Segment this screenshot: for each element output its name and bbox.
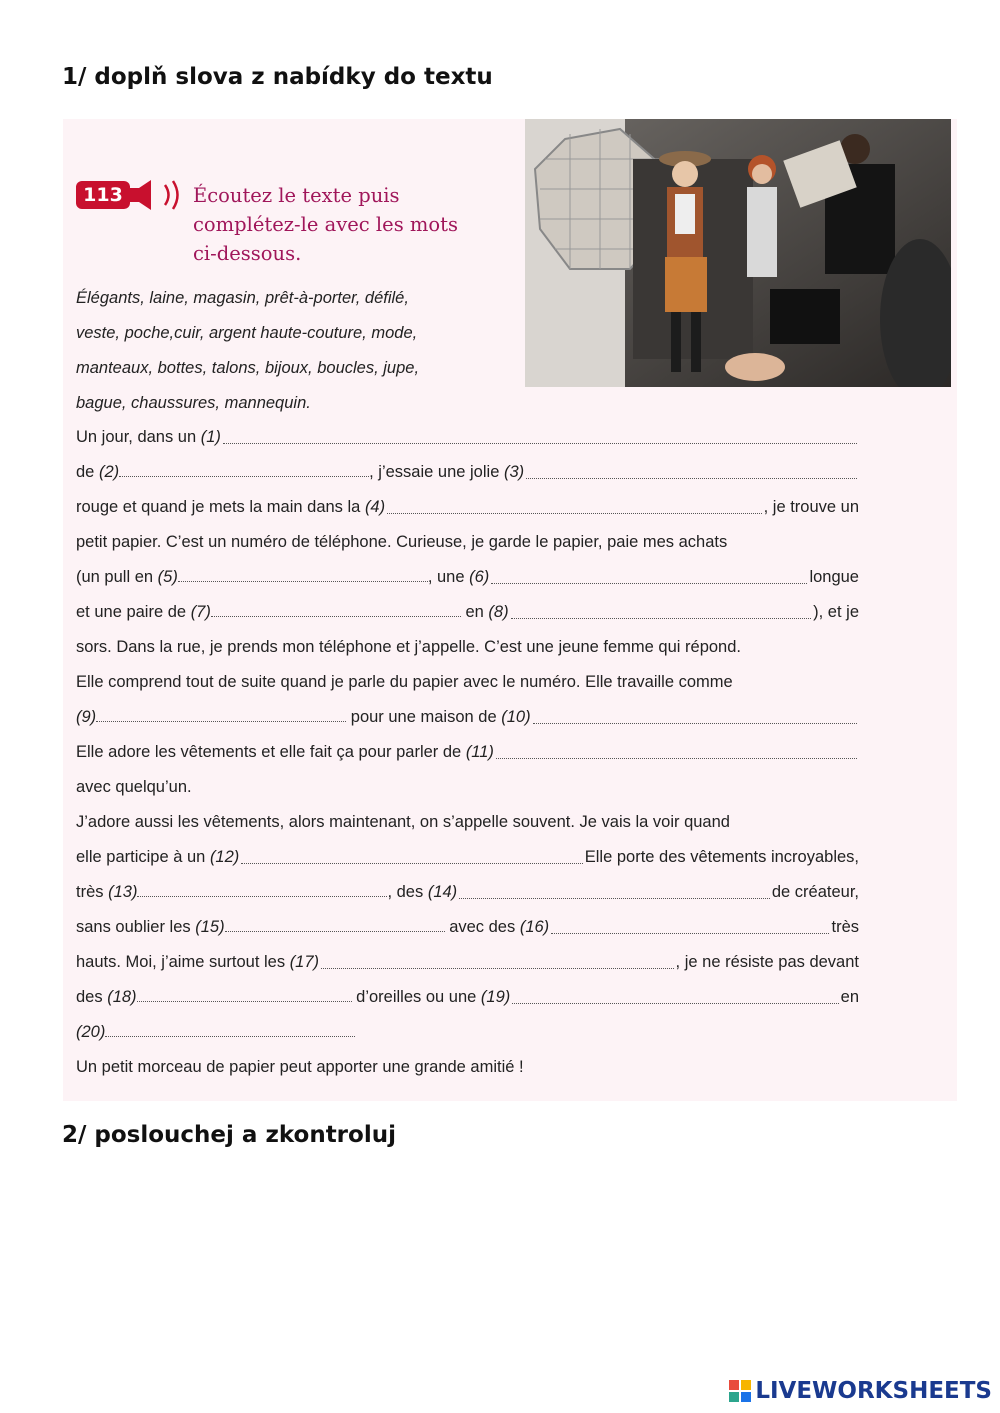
gap-number: (4) — [364, 498, 386, 516]
text-fragment: Elle comprend tout de suite quand je parle du papier avec le numéro. Elle travaille comme — [76, 673, 733, 691]
text-fragment: avec quelqu’un. — [76, 778, 192, 796]
word-bank-line: bague, chaussures, mannequin. — [76, 394, 311, 412]
text-line — [76, 455, 859, 490]
text-fragment: , je ne résiste pas devant — [675, 953, 859, 971]
speaker-icon[interactable] — [129, 177, 187, 218]
gap-number: (13) — [108, 883, 138, 901]
text-line — [76, 770, 859, 805]
text-fragment: , des — [387, 883, 424, 901]
word-bank — [76, 281, 496, 421]
text-fragment: longue — [809, 568, 859, 586]
text-fragment: , j’essaie une jolie — [369, 463, 500, 481]
gap-number: (1) — [200, 428, 221, 446]
text-line — [76, 700, 859, 735]
gap-14-blank[interactable] — [459, 886, 770, 899]
gap-fill-text — [76, 420, 859, 1085]
gap-2-blank[interactable] — [119, 464, 369, 477]
gap-number: (10) — [501, 708, 531, 726]
instruction — [193, 181, 493, 268]
gap-number: (19) — [480, 988, 511, 1006]
gap-number: (2) — [98, 463, 120, 481]
text-fragment: avec des — [449, 918, 516, 936]
text-fragment: pour une maison de — [350, 708, 497, 726]
text-fragment: des — [76, 988, 103, 1006]
text-line — [76, 1015, 859, 1050]
gap-number: (16) — [519, 918, 550, 936]
text-fragment: en — [840, 988, 859, 1006]
text-fragment: elle participe à un — [76, 848, 206, 866]
text-fragment: petit papier. C’est un numéro de téléphone. Curieuse, je garde le papier, paie mes achats — [76, 533, 728, 551]
gap-9-blank[interactable] — [96, 709, 346, 722]
text-fragment: ), et je — [813, 603, 859, 621]
text-fragment: très — [76, 883, 104, 901]
gap-20-blank[interactable] — [105, 1024, 355, 1037]
text-line — [76, 595, 859, 630]
text-fragment: rouge et quand je mets la main dans la — [76, 498, 361, 516]
gap-number: (12) — [209, 848, 240, 866]
gap-12-blank[interactable] — [241, 851, 582, 864]
gap-number: (7) — [190, 603, 211, 621]
text-line — [76, 490, 859, 525]
instruction-line: Écoutez le texte puis — [193, 184, 400, 207]
gap-number: (20) — [76, 1023, 106, 1041]
text-fragment: d’oreilles ou une — [356, 988, 477, 1006]
track-number-badge: 113 — [76, 181, 130, 209]
gap-10-blank[interactable] — [533, 711, 857, 724]
gap-15-blank[interactable] — [225, 919, 445, 932]
text-fragment: , une — [427, 568, 465, 586]
gap-16-blank[interactable] — [551, 921, 829, 934]
gap-number: (14) — [427, 883, 458, 901]
fashion-photo — [525, 119, 951, 387]
gap-number: (5) — [157, 568, 178, 586]
gap-13-blank[interactable] — [137, 884, 387, 897]
text-line — [76, 420, 859, 455]
exercise-panel — [63, 119, 957, 1101]
text-fragment: sans oublier les — [76, 918, 191, 936]
text-line — [76, 945, 859, 980]
text-fragment: , je trouve un — [763, 498, 859, 516]
text-fragment: hauts. Moi, j’aime surtout les — [76, 953, 286, 971]
gap-number: (18) — [107, 988, 137, 1006]
text-line — [76, 1050, 859, 1085]
text-line — [76, 875, 859, 910]
liveworksheets-logo — [729, 1378, 992, 1404]
text-fragment: de créateur, — [771, 883, 859, 901]
gap-number: (6) — [469, 568, 490, 586]
word-bank-line: manteaux, bottes, talons, bijoux, boucles, jupe, — [76, 359, 420, 377]
gap-5-blank[interactable] — [178, 569, 428, 582]
text-line — [76, 525, 859, 560]
text-fragment: de — [76, 463, 95, 481]
text-fragment: sors. Dans la rue, je prends mon téléphone et j’appelle. C’est une jeune femme qui répond. — [76, 638, 741, 656]
text-line — [76, 910, 859, 945]
text-line — [76, 665, 859, 700]
text-fragment: (un pull en — [76, 568, 154, 586]
word-bank-line: veste, poche,cuir, argent haute-couture, mode, — [76, 324, 418, 342]
instruction-line: ci-dessous. — [193, 242, 302, 265]
gap-number: (15) — [195, 918, 225, 936]
gap-number: (11) — [465, 743, 494, 761]
text-line — [76, 560, 859, 595]
gap-19-blank[interactable] — [512, 991, 838, 1004]
text-fragment: Un jour, dans un — [76, 428, 197, 446]
gap-number: (17) — [289, 953, 320, 971]
text-line — [76, 840, 859, 875]
gap-17-blank[interactable] — [321, 956, 674, 969]
text-fragment: en — [465, 603, 484, 621]
text-line — [76, 630, 859, 665]
gap-3-blank[interactable] — [526, 466, 857, 479]
text-line — [76, 735, 859, 770]
gap-18-blank[interactable] — [137, 989, 352, 1002]
word-bank-line: Élégants, laine, magasin, prêt-à-porter, défilé, — [76, 289, 409, 307]
gap-8-blank[interactable] — [511, 606, 812, 619]
text-fragment: Un petit morceau de papier peut apporter une grande amitié ! — [76, 1058, 524, 1076]
gap-4-blank[interactable] — [387, 501, 762, 514]
gap-6-blank[interactable] — [491, 571, 807, 584]
gap-number: (8) — [488, 603, 509, 621]
gap-number: (3) — [503, 463, 525, 481]
task1-heading: 1/ doplň slova z nabídky do textu — [62, 64, 493, 90]
text-line — [76, 805, 859, 840]
text-fragment: Elle adore les vêtements et elle fait ça pour parler de — [76, 743, 462, 761]
logo-icon — [729, 1380, 751, 1402]
text-fragment: J’adore aussi les vêtements, alors maintenant, on s’appelle souvent. Je vais la voir quand — [76, 813, 730, 831]
gap-7-blank[interactable] — [211, 604, 461, 617]
brand-name: LIVEWORKSHEETS — [755, 1378, 992, 1404]
gap-11-blank[interactable] — [496, 746, 857, 759]
text-fragment: très — [831, 918, 859, 936]
gap-number: (9) — [76, 708, 97, 726]
text-fragment: Elle porte des vêtements incroyables, — [584, 848, 859, 866]
text-fragment: et une paire de — [76, 603, 187, 621]
instruction-line: complétez-le avec les mots — [193, 213, 458, 236]
gap-1-blank[interactable] — [223, 431, 857, 444]
task2-heading: 2/ poslouchej a zkontroluj — [62, 1122, 396, 1148]
text-line — [76, 980, 859, 1015]
